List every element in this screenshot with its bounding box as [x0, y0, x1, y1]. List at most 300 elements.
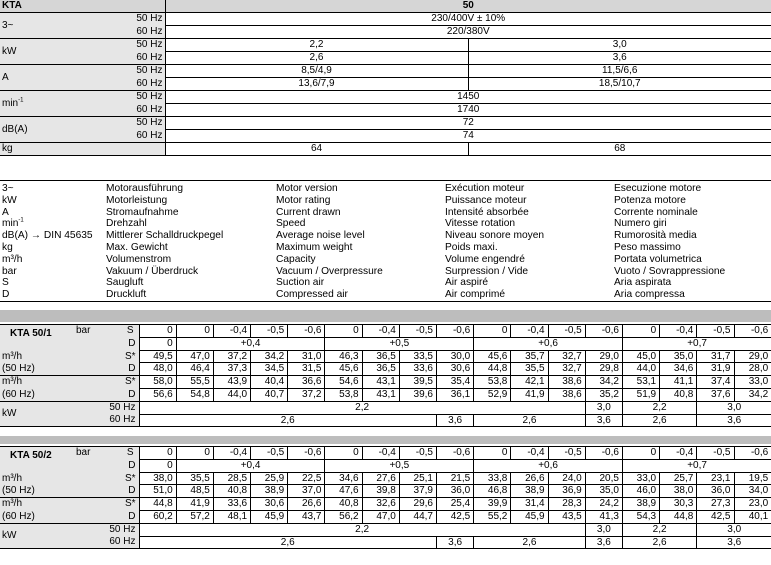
flow-value: 33,6: [399, 363, 436, 376]
flow-value: 58,0: [139, 376, 176, 389]
flow-value: 46,3: [325, 350, 362, 363]
pressure-d-value: +0,5: [325, 337, 474, 350]
kw-value: 3,0: [697, 401, 771, 414]
legend-symbol-item: A: [2, 206, 9, 218]
kw-value: 2,2: [622, 523, 696, 536]
pressure-s-value: -0,5: [697, 447, 734, 460]
flow-value: 23,0: [734, 498, 771, 511]
flow-value: 29,0: [734, 350, 771, 363]
legend-it-item: Aria compressa: [614, 289, 685, 301]
flow-value: 39,9: [474, 498, 511, 511]
bar-label: bar: [76, 447, 91, 459]
flow-value: 40,7: [251, 388, 288, 401]
legend-en-item: Vacuum / Overpressure: [276, 265, 383, 277]
flow-value: 55,5: [176, 376, 213, 389]
pressure-s-value: -0,4: [511, 447, 548, 460]
flow-value: 40,4: [251, 376, 288, 389]
flow-value: 44,8: [139, 498, 176, 511]
kw-60hz-b: 3,6: [468, 52, 771, 65]
table-model-name: KTA 50/1: [0, 325, 74, 351]
pressure-d-value: +0,4: [176, 337, 325, 350]
kw-value: 2,2: [139, 401, 585, 414]
kw-value: 3,6: [585, 536, 622, 549]
pressure-s-value: -0,4: [213, 447, 250, 460]
legend-it-item: Esecuzione motore: [614, 183, 702, 194]
flow-value: 54,3: [622, 510, 659, 523]
flow-value: 28,3: [548, 498, 585, 511]
flow-value: 37,2: [213, 350, 250, 363]
flow-value: 24,2: [585, 498, 622, 511]
kw-value: 3,6: [697, 536, 771, 549]
kw-value: 3,0: [585, 523, 622, 536]
flow-value: 30,6: [251, 498, 288, 511]
flow-value: 29,8: [585, 363, 622, 376]
pressure-s-value: -0,6: [585, 325, 622, 338]
legend-de-item: Saugluft: [106, 277, 144, 289]
flow-value: 48,5: [176, 485, 213, 498]
bar-label: bar: [76, 325, 91, 337]
flow-value: 41,9: [176, 498, 213, 511]
legend-symbol-item: S: [2, 277, 9, 289]
flow-value: 26,6: [511, 472, 548, 485]
flow-value: 40,1: [734, 510, 771, 523]
legend-en-item: Maximum weight: [276, 241, 353, 253]
hz-label: (60 Hz): [0, 510, 74, 523]
flow-value: 36,6: [288, 376, 325, 389]
pressure-s-value: -0,5: [251, 325, 288, 338]
legend-it-item: Numero giri: [614, 218, 667, 230]
s-label: S: [126, 325, 134, 337]
flow-value: 25,1: [399, 472, 436, 485]
flow-value: 37,0: [288, 485, 325, 498]
flow-value: 43,7: [288, 510, 325, 523]
pressure-s-value: -0,5: [548, 325, 585, 338]
flow-value: 38,0: [139, 472, 176, 485]
legend-en-item: Motor rating: [276, 194, 331, 206]
flow-value: 44,8: [660, 510, 697, 523]
pressure-s-value: -0,6: [734, 447, 771, 460]
pressure-s-value: -0,5: [399, 325, 436, 338]
flow-value: 27,6: [362, 472, 399, 485]
kw-60hz-label: 60 Hz: [110, 52, 165, 65]
flow-value: 43,1: [362, 388, 399, 401]
db-50hz-value: 72: [165, 117, 771, 130]
flow-value: 37,3: [213, 363, 250, 376]
d-label: D: [128, 337, 136, 349]
legend-symbol-item: kW: [2, 194, 17, 206]
flow-value: 38,0: [660, 485, 697, 498]
legend-it-item: Peso massimo: [614, 241, 681, 253]
legend-de-item: Vakuum / Überdruck: [106, 265, 199, 277]
legend-symbol-item: m³/h: [2, 253, 23, 265]
phase-50hz-label: 50 Hz: [110, 13, 165, 26]
kw-row-label: kW: [0, 523, 74, 549]
performance-table: [0, 446, 771, 549]
pressure-s-value: -0,6: [734, 325, 771, 338]
flow-value: 30,3: [660, 498, 697, 511]
flow-value: 53,1: [622, 376, 659, 389]
pressure-s-value: 0: [325, 447, 362, 460]
legend-symbol-item: $\min^{-1}$: [2, 218, 24, 230]
flow-value: 31,5: [288, 363, 325, 376]
kw-label: kW: [0, 39, 110, 65]
flow-value: 36,5: [362, 350, 399, 363]
flow-value: 29,0: [585, 350, 622, 363]
legend-it-item: Potenza motore: [614, 194, 686, 206]
amp-50hz-a: 8,5/4,9: [165, 65, 468, 78]
legend-fr-item: Air comprimé: [445, 289, 506, 301]
flow-value: 33,6: [213, 498, 250, 511]
kw-50hz-label: 50 Hz: [74, 401, 139, 414]
legend-en-item: Speed: [276, 218, 306, 230]
flow-value: 35,7: [511, 350, 548, 363]
spec-table: [0, 0, 771, 156]
flow-value: 42,5: [697, 510, 734, 523]
kw-value: 2,2: [622, 401, 696, 414]
legend-fr-item: Puissance moteur: [445, 194, 527, 206]
legend-fr-item: Vitesse rotation: [445, 218, 516, 230]
legend-en-item: Compressed air: [276, 289, 348, 301]
hz-label: (50 Hz): [0, 363, 74, 376]
rpm-label: $\min^{-1}$: [0, 91, 110, 117]
flow-value: 46,0: [622, 485, 659, 498]
d-row-label: D: [74, 485, 139, 498]
amp-60hz-b: 18,5/10,7: [468, 78, 771, 91]
hz-label: (50 Hz): [0, 485, 74, 498]
flow-value: 33,5: [399, 350, 436, 363]
d-label: D: [128, 459, 136, 471]
pressure-d-value: +0,4: [176, 459, 325, 472]
amp-60hz-a: 13,6/7,9: [165, 78, 468, 91]
flow-value: 30,0: [437, 350, 474, 363]
flow-value: 34,2: [734, 388, 771, 401]
flow-value: 51,0: [139, 485, 176, 498]
pressure-s-value: -0,6: [437, 325, 474, 338]
flow-value: 25,4: [437, 498, 474, 511]
flow-value: 32,7: [548, 350, 585, 363]
db-60hz-label: 60 Hz: [110, 130, 165, 143]
rpm-50hz-value: 1450: [165, 91, 771, 104]
kw-60hz-label: 60 Hz: [74, 414, 139, 427]
kw-row-label: kW: [0, 401, 74, 427]
flow-value: 48,1: [213, 510, 250, 523]
legend-de-item: Max. Gewicht: [106, 241, 168, 253]
kw-value: 2,6: [474, 414, 586, 427]
pressure-s-value: 0: [139, 325, 176, 338]
legend-de-item: Motorausführung: [106, 183, 184, 194]
flow-value: 25,9: [251, 472, 288, 485]
pressure-s-value: 0: [139, 447, 176, 460]
flow-value: 47,6: [325, 485, 362, 498]
legend-symbol-item: bar: [2, 265, 17, 277]
flow-value: 31,4: [511, 498, 548, 511]
flow-value: 43,1: [362, 376, 399, 389]
flow-value: 47,0: [362, 510, 399, 523]
pressure-s-value: -0,4: [660, 325, 697, 338]
pressure-s-value: 0: [325, 325, 362, 338]
legend-en-item: Suction air: [276, 277, 325, 289]
flow-value: 20,5: [585, 472, 622, 485]
legend-de-item: Volumenstrom: [106, 253, 172, 265]
flow-value: 38,6: [548, 388, 585, 401]
pressure-s-value: -0,5: [251, 447, 288, 460]
flow-value: 57,2: [176, 510, 213, 523]
kw-50hz-a: 2,2: [165, 39, 468, 52]
flow-value: 41,3: [585, 510, 622, 523]
hz-label: (60 Hz): [0, 388, 74, 401]
flow-value: 23,1: [697, 472, 734, 485]
flow-value: 41,1: [660, 376, 697, 389]
pressure-s-value: -0,4: [213, 325, 250, 338]
pressure-s-value: -0,5: [548, 447, 585, 460]
kw-60hz-label: 60 Hz: [74, 536, 139, 549]
flow-value: 35,4: [437, 376, 474, 389]
flow-value: 43,5: [548, 510, 585, 523]
flow-value: 38,6: [548, 376, 585, 389]
flow-value: 24,0: [548, 472, 585, 485]
flow-value: 33,0: [622, 472, 659, 485]
flow-value: 46,4: [176, 363, 213, 376]
pressure-s-value: 0: [176, 447, 213, 460]
flow-value: 45,9: [251, 510, 288, 523]
s-star-label: S*: [74, 498, 139, 511]
flow-value: 38,9: [511, 485, 548, 498]
flow-value: 40,8: [660, 388, 697, 401]
flow-value: 35,2: [585, 388, 622, 401]
flow-value: 35,0: [585, 485, 622, 498]
legend-de-item: Druckluft: [106, 289, 147, 301]
kw-value: 2,6: [622, 414, 696, 427]
flow-value: 53,8: [474, 376, 511, 389]
flow-value: 54,6: [325, 376, 362, 389]
flow-value: 38,9: [622, 498, 659, 511]
flow-value: 36,0: [697, 485, 734, 498]
pressure-d-value: +0,5: [325, 459, 474, 472]
flow-value: 33,8: [474, 472, 511, 485]
flow-value: 33,0: [734, 376, 771, 389]
pressure-s-value: 0: [176, 325, 213, 338]
phase-60hz-value: 220/380V: [165, 26, 771, 39]
phase-50hz-value: 230/400V ± 10%: [165, 13, 771, 26]
kw-value: 2,6: [139, 536, 437, 549]
legend-fr-item: Exécution moteur: [445, 183, 525, 194]
flow-value: 55,2: [474, 510, 511, 523]
flow-value: 51,9: [622, 388, 659, 401]
legend-de-item: Stromaufnahme: [106, 206, 179, 218]
flow-value: 41,9: [511, 388, 548, 401]
kw-value: 3,6: [437, 536, 474, 549]
kw-value: 3,0: [697, 523, 771, 536]
pressure-d-value: 0: [139, 337, 176, 350]
flow-value: 56,2: [325, 510, 362, 523]
pressure-d-value: +0,6: [474, 337, 623, 350]
pressure-d-value: +0,7: [622, 337, 771, 350]
kw-value: 2,2: [139, 523, 585, 536]
flow-value: 31,0: [288, 350, 325, 363]
flow-value: 31,9: [697, 363, 734, 376]
pressure-s-value: 0: [622, 325, 659, 338]
amp-60hz-label: 60 Hz: [110, 78, 165, 91]
s-star-label: S*: [74, 376, 139, 389]
flow-value: 47,0: [176, 350, 213, 363]
flow-value: 36,0: [437, 485, 474, 498]
flow-value: 29,6: [399, 498, 436, 511]
legend-en-item: Average noise level: [276, 230, 365, 242]
phase-60hz-label: 60 Hz: [110, 26, 165, 39]
kw-50hz-label: 50 Hz: [74, 523, 139, 536]
legend-it-item: Rumorosità media: [614, 230, 697, 242]
flow-value: 34,2: [251, 350, 288, 363]
legend-en-item: Capacity: [276, 253, 316, 265]
rpm-50hz-label: 50 Hz: [110, 91, 165, 104]
pressure-s-value: -0,5: [697, 325, 734, 338]
pressure-d-value: +0,7: [622, 459, 771, 472]
phase-label: 3~: [0, 13, 110, 39]
amp-50hz-label: 50 Hz: [110, 65, 165, 78]
legend-en-item: Motor version: [276, 183, 338, 194]
legend-fr-item: Poids maxi.: [445, 241, 498, 253]
flow-value: 32,6: [362, 498, 399, 511]
pressure-d-value: +0,6: [474, 459, 623, 472]
legend-table: [0, 180, 771, 302]
amp-label: A: [0, 65, 110, 91]
flow-value: 38,9: [251, 485, 288, 498]
pressure-s-value: 0: [622, 447, 659, 460]
kg-b: 68: [468, 143, 771, 156]
m3h-label: m³/h: [0, 350, 74, 363]
pressure-s-value: 0: [474, 447, 511, 460]
legend-fr-item: Air aspiré: [445, 277, 489, 289]
legend-it-item: Corrente nominale: [614, 206, 698, 218]
flow-value: 25,7: [660, 472, 697, 485]
flow-value: 52,9: [474, 388, 511, 401]
legend-fr-item: Volume engendré: [445, 253, 525, 265]
legend-fr-item: Surpression / Vide: [445, 265, 529, 277]
flow-value: 60,2: [139, 510, 176, 523]
pressure-s-value: -0,4: [362, 447, 399, 460]
m3h-label: m³/h: [0, 376, 74, 389]
flow-value: 39,6: [399, 388, 436, 401]
legend-fr-item: Niveau sonore moyen: [445, 230, 545, 242]
flow-value: 28,0: [734, 363, 771, 376]
legend-it-item: Aria aspirata: [614, 277, 672, 289]
flow-value: 34,5: [251, 363, 288, 376]
flow-value: 56,6: [139, 388, 176, 401]
flow-value: 44,0: [213, 388, 250, 401]
flow-value: 35,5: [176, 472, 213, 485]
performance-table: [0, 324, 771, 427]
kw-value: 3,6: [585, 414, 622, 427]
flow-value: 26,6: [288, 498, 325, 511]
kg-label: kg: [0, 143, 110, 156]
pressure-s-value: -0,6: [288, 447, 325, 460]
flow-value: 45,0: [622, 350, 659, 363]
pressure-s-value: -0,4: [511, 325, 548, 338]
flow-value: 44,0: [622, 363, 659, 376]
flow-value: 34,0: [734, 485, 771, 498]
kw-60hz-a: 2,6: [165, 52, 468, 65]
legend-de-item: Motorleistung: [106, 194, 168, 206]
flow-value: 43,9: [213, 376, 250, 389]
flow-value: 34,6: [325, 472, 362, 485]
kw-value: 3,0: [585, 401, 622, 414]
separator-bar: [0, 436, 771, 444]
flow-value: 42,1: [511, 376, 548, 389]
pressure-s-value: -0,4: [660, 447, 697, 460]
pressure-s-value: 0: [474, 325, 511, 338]
flow-value: 37,4: [697, 376, 734, 389]
flow-value: 32,7: [548, 363, 585, 376]
d-row-label: D: [74, 363, 139, 376]
db-label: dB(A): [0, 117, 110, 143]
legend-de-item: Drehzahl: [106, 218, 147, 230]
flow-value: 19,5: [734, 472, 771, 485]
s-label: S: [126, 447, 134, 459]
flow-value: 40,8: [213, 485, 250, 498]
kw-value: 2,6: [474, 536, 586, 549]
legend-symbol-item: dB(A) → DIN 45635: [2, 230, 93, 242]
kw-value: 3,6: [697, 414, 771, 427]
pressure-s-value: -0,5: [399, 447, 436, 460]
pressure-d-value: 0: [139, 459, 176, 472]
pressure-s-value: -0,4: [362, 325, 399, 338]
table-model-name: KTA 50/2: [0, 447, 74, 473]
kw-value: 2,6: [139, 414, 437, 427]
flow-value: 37,6: [697, 388, 734, 401]
rpm-60hz-value: 1740: [165, 104, 771, 117]
pressure-s-value: -0,6: [437, 447, 474, 460]
rpm-60hz-label: 60 Hz: [110, 104, 165, 117]
flow-value: 44,7: [399, 510, 436, 523]
flow-value: 48,0: [139, 363, 176, 376]
pressure-s-value: -0,6: [585, 447, 622, 460]
flow-value: 39,5: [399, 376, 436, 389]
flow-value: 36,9: [548, 485, 585, 498]
legend-it-item: Vuoto / Sovrappressione: [614, 265, 726, 277]
flow-value: 49,5: [139, 350, 176, 363]
db-50hz-label: 50 Hz: [110, 117, 165, 130]
spec-model: KTA: [0, 0, 110, 13]
flow-value: 45,6: [325, 363, 362, 376]
flow-value: 36,1: [437, 388, 474, 401]
kw-value: 2,6: [622, 536, 696, 549]
flow-value: 46,8: [474, 485, 511, 498]
separator-bar: [0, 310, 771, 322]
pressure-s-value: -0,6: [288, 325, 325, 338]
flow-value: 30,6: [437, 363, 474, 376]
d-row-label: D: [74, 510, 139, 523]
spec-size: 50: [165, 0, 771, 13]
flow-value: 21,5: [437, 472, 474, 485]
legend-it-item: Portata volumetrica: [614, 253, 702, 265]
s-star-label: S*: [74, 472, 139, 485]
m3h-label: m³/h: [0, 472, 74, 485]
flow-value: 53,8: [325, 388, 362, 401]
amp-50hz-b: 11,5/6,6: [468, 65, 771, 78]
flow-value: 35,5: [511, 363, 548, 376]
m3h-label: m³/h: [0, 498, 74, 511]
legend-en-item: Current drawn: [276, 206, 341, 218]
kw-value: 3,6: [437, 414, 474, 427]
flow-value: 37,2: [288, 388, 325, 401]
legend-fr-item: Intensité absorbée: [445, 206, 529, 218]
flow-value: 45,9: [511, 510, 548, 523]
flow-value: 44,8: [474, 363, 511, 376]
d-row-label: D: [74, 388, 139, 401]
flow-value: 34,2: [585, 376, 622, 389]
legend-symbol-item: kg: [2, 241, 13, 253]
flow-value: 22,5: [288, 472, 325, 485]
